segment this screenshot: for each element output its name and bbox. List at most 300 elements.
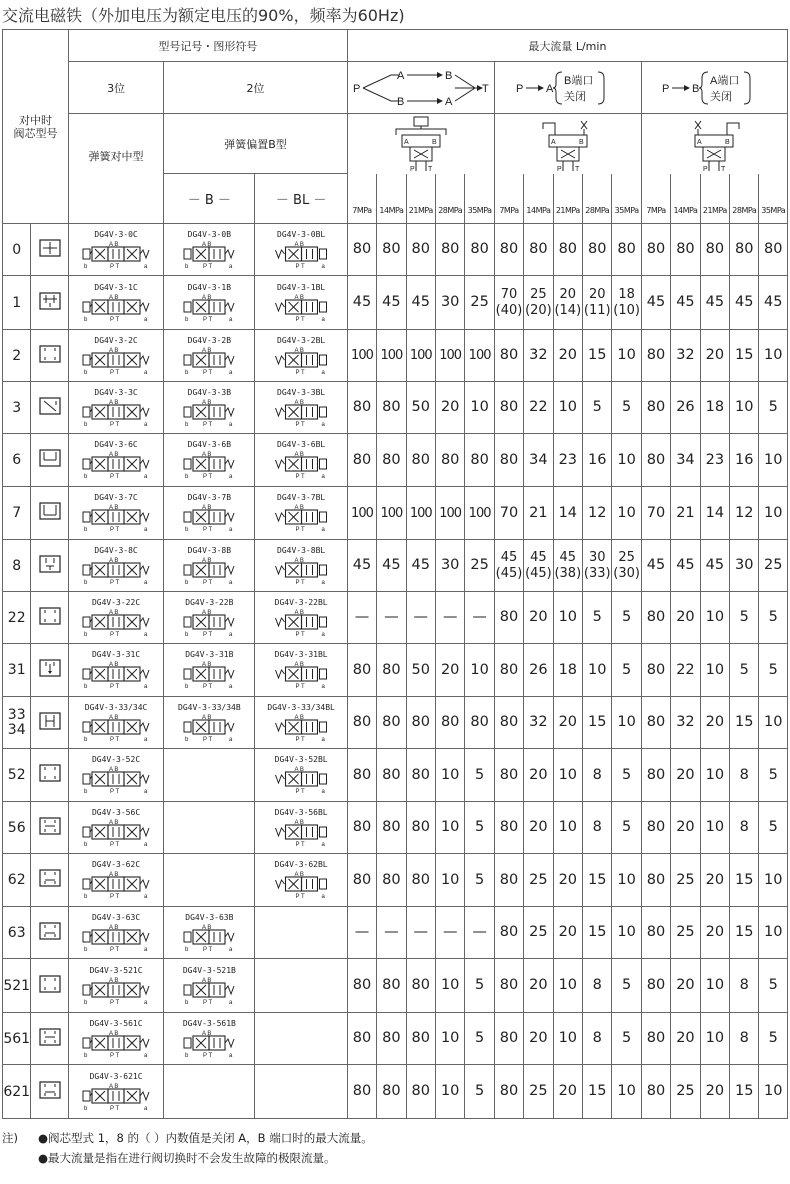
svg-text:P T: P T	[295, 263, 305, 270]
col-b-header: － B －	[164, 174, 255, 224]
model-bl-cell	[255, 276, 347, 330]
flow-value-text: 14	[558, 504, 578, 521]
flow-value-text: 20	[705, 924, 725, 940]
flow-value	[671, 854, 700, 907]
flow-value	[347, 382, 376, 434]
model-number: DG4V-3-7B	[187, 493, 232, 502]
spring-center-header: 弹簧对中型	[68, 114, 163, 224]
flow-value	[524, 592, 553, 644]
flow-value-text: 34	[529, 451, 548, 468]
svg-text:P T: P T	[110, 946, 120, 953]
flow-value	[377, 854, 406, 907]
flow-value-text: 80	[499, 1030, 519, 1046]
valve-symbol-icon	[69, 503, 163, 533]
flow-value-text: 10	[440, 1083, 460, 1099]
valve-symbol-icon	[255, 398, 346, 428]
model-b-cell	[164, 276, 255, 330]
svg-text:A B: A B	[202, 662, 212, 668]
flow-value-text: 30	[735, 557, 754, 573]
flow-value-text: 80	[676, 241, 695, 257]
model-number: DG4V-3-6B	[187, 440, 232, 449]
spool-number	[3, 697, 31, 749]
svg-text:b: b	[84, 527, 88, 533]
flow-value-text: 25	[676, 871, 695, 888]
svg-text:A: A	[444, 95, 453, 108]
model-number: DG4V-3-521B	[182, 965, 236, 975]
flow-value	[730, 854, 759, 907]
flow-value-text: 100	[409, 505, 432, 521]
model-b-cell	[164, 644, 255, 697]
flow-value	[553, 697, 582, 749]
flow-value-text: 25	[470, 294, 489, 310]
valve-symbol-icon	[164, 293, 254, 323]
flow-value	[524, 802, 553, 854]
model-c-cell	[68, 907, 163, 959]
flow-value-text: 10	[735, 399, 754, 415]
flow-value-text: 80	[499, 451, 519, 468]
model-number: DG4V-3-0B	[187, 229, 232, 239]
model-number: DG4V-3-33/34B	[178, 702, 241, 712]
flow-value-text: —	[384, 609, 399, 625]
table-row	[3, 592, 788, 644]
svg-text:P T: P T	[110, 894, 120, 900]
model-b-cell	[164, 540, 255, 592]
flow-value	[494, 330, 523, 382]
svg-text:a: a	[144, 684, 148, 690]
model-number: DG4V-3-0C	[94, 229, 138, 239]
svg-text:P T: P T	[110, 684, 120, 690]
svg-text:P T: P T	[295, 789, 305, 795]
svg-text:P: P	[556, 165, 562, 173]
model-number: DG4V-3-52C	[91, 755, 141, 764]
svg-text:a: a	[144, 1105, 148, 1112]
flow-value	[612, 540, 641, 592]
flow-value	[641, 434, 670, 487]
flow-value	[583, 959, 612, 1013]
valve-symbol-icon	[164, 923, 254, 953]
flow-value	[406, 959, 435, 1013]
flow-value-text: 80	[646, 977, 666, 993]
flow-value-text: 20 (11)	[583, 286, 611, 318]
flow-value-text: 100	[409, 348, 432, 363]
flow-value-text: 10	[705, 819, 725, 835]
svg-text:a: a	[229, 579, 233, 586]
flow-value-text: 80	[646, 714, 666, 730]
flow-value-text: 5	[622, 766, 632, 783]
flow-value-text: —	[413, 924, 429, 940]
flow-value-text: 10	[764, 871, 783, 888]
flow-value-text: 8	[592, 766, 602, 783]
flow-value	[377, 382, 406, 434]
flow-value	[465, 1065, 494, 1119]
flow-value-text: 100	[439, 505, 462, 521]
svg-text:A B: A B	[109, 294, 119, 301]
valve-symbol-icon	[164, 660, 254, 690]
svg-text:B: B	[396, 95, 405, 108]
flow-value-text: 5	[768, 766, 778, 783]
flow-value	[347, 1013, 376, 1065]
flow-value	[553, 854, 582, 907]
valve-symbol-icon	[69, 713, 163, 743]
flow-value	[671, 697, 700, 749]
svg-text:b: b	[185, 263, 189, 270]
svg-text:P T: P T	[203, 631, 213, 638]
flow-value-text: 80	[558, 241, 578, 257]
spool-number-text: 62	[7, 872, 26, 888]
model-b-cell	[164, 434, 255, 487]
svg-text:B: B	[578, 138, 584, 146]
svg-text:B: B	[692, 82, 700, 95]
valve-symbol-icon	[255, 608, 346, 638]
flow-value	[524, 749, 553, 802]
flow-value	[671, 907, 700, 959]
circuit-symbol-1	[347, 114, 494, 174]
flow-value	[347, 276, 376, 330]
flow-value-text: 15	[587, 714, 607, 730]
svg-text:A B: A B	[294, 347, 304, 354]
model-number: DG4V-3-561C	[89, 1018, 143, 1028]
svg-text:a: a	[229, 736, 233, 743]
model-number: DG4V-3-561B	[182, 1018, 236, 1028]
flow-value-text: 5	[768, 1030, 778, 1046]
flow-value-text: 20	[705, 871, 725, 888]
flow-value-text: 25	[764, 557, 783, 573]
flow-value-text: 45	[382, 557, 401, 573]
flow-value	[612, 434, 641, 487]
flow-value	[583, 224, 612, 276]
flow-value-text: 80	[440, 451, 460, 468]
model-bl-cell	[255, 959, 347, 1013]
flow-value-text: 80	[646, 819, 666, 835]
table-row	[3, 644, 788, 697]
pressure-col-0: 7MPa	[347, 174, 376, 224]
flow-value	[671, 330, 700, 382]
svg-text:P T: P T	[203, 579, 213, 586]
spool-symbol-icon	[31, 749, 69, 802]
flow-value	[494, 487, 523, 540]
valve-symbol-icon	[69, 346, 163, 376]
flow-value-text: 80	[646, 1083, 666, 1099]
flow-value	[641, 959, 670, 1013]
flow-value-text: 80	[352, 766, 372, 783]
svg-text:a: a	[144, 999, 148, 1006]
flow-value	[553, 540, 582, 592]
flow-value	[583, 644, 612, 697]
svg-text:A B: A B	[294, 819, 304, 826]
model-number: DG4V-3-521C	[89, 965, 143, 975]
flow-value-text: 45	[676, 557, 695, 573]
spool-number	[3, 382, 31, 434]
flow-value-text: 15	[587, 1083, 607, 1099]
flow-value	[671, 592, 700, 644]
flow-value-text: 80	[646, 661, 666, 678]
spool-symbol-icon	[31, 487, 69, 540]
flow-value-text: 20	[558, 347, 578, 363]
flow-value	[700, 276, 729, 330]
flow-value	[583, 802, 612, 854]
svg-text:T: T	[481, 82, 489, 95]
flow-value	[671, 487, 700, 540]
svg-text:P T: P T	[110, 1052, 120, 1059]
flow-value-text: 23	[558, 451, 578, 468]
svg-text:A B: A B	[109, 609, 119, 616]
model-number: DG4V-3-7C	[94, 493, 138, 502]
svg-text:P T: P T	[203, 999, 213, 1006]
model-number: DG4V-3-7BL	[277, 493, 326, 502]
flow-value	[730, 224, 759, 276]
flow-value-text: 12	[735, 504, 754, 521]
svg-text:P T: P T	[295, 736, 305, 743]
flow-value	[583, 330, 612, 382]
flow-value-text: 25	[470, 557, 489, 573]
flow-value-text: 45	[735, 294, 754, 310]
flow-value	[641, 854, 670, 907]
svg-text:b: b	[185, 1052, 189, 1059]
model-number: DG4V-3-52BL	[274, 755, 328, 764]
svg-text:A: A	[403, 138, 409, 146]
svg-text:P T: P T	[110, 369, 120, 376]
svg-text:b: b	[185, 369, 189, 376]
flow-value	[612, 276, 641, 330]
table-row	[3, 802, 788, 854]
flow-value-text: 80	[382, 451, 401, 468]
flow-value	[377, 1013, 406, 1065]
spool-symbol-icon	[31, 802, 69, 854]
flow-value-text: 12	[587, 504, 607, 521]
flow-value-text: 5	[768, 661, 778, 678]
svg-text:P T: P T	[110, 421, 120, 428]
flow-value	[377, 907, 406, 959]
table-row	[3, 697, 788, 749]
table-row	[3, 434, 788, 487]
spool-symbol-icon	[31, 644, 69, 697]
model-b-cell	[164, 854, 255, 907]
flow-value-text: 5	[768, 819, 778, 835]
flow-value	[494, 854, 523, 907]
flow-value	[465, 382, 494, 434]
flow-value-text: 70	[499, 504, 519, 521]
svg-text:b: b	[84, 894, 88, 900]
flow-value-text: 80	[646, 766, 666, 783]
spool-number-text: 521	[3, 977, 31, 994]
flow-value-text: 10	[617, 714, 636, 730]
valve-symbol-icon	[69, 870, 163, 900]
svg-text:A B: A B	[294, 609, 304, 616]
svg-text:b: b	[84, 631, 88, 638]
svg-text:b: b	[84, 579, 88, 586]
flow-value-text: 16	[735, 451, 754, 468]
svg-text:b: b	[185, 579, 189, 586]
flow-value	[406, 1065, 435, 1119]
table-row	[3, 330, 788, 382]
flow-value	[377, 749, 406, 802]
flow-value-text: 10	[558, 766, 578, 783]
valve-symbol-icon	[255, 240, 346, 270]
svg-text:P T: P T	[110, 1105, 120, 1112]
spool-symbol-icon	[31, 224, 69, 276]
flow-value-text: 25 (30)	[613, 549, 640, 581]
flow-value	[377, 540, 406, 592]
spool-number-text: 63	[7, 924, 26, 941]
flow-value-text: 30 (33)	[583, 549, 611, 581]
flow-value	[759, 487, 788, 540]
flow-value	[730, 802, 759, 854]
flow-value	[435, 1065, 464, 1119]
svg-text:P T: P T	[203, 946, 213, 953]
flow-value-text: 15	[735, 871, 754, 888]
svg-text:A B: A B	[202, 452, 212, 458]
flow-value-text: 80	[382, 977, 401, 993]
flow-value	[377, 802, 406, 854]
flow-value	[494, 592, 523, 644]
flow-value	[524, 1013, 553, 1065]
svg-text:P T: P T	[295, 684, 305, 690]
svg-text:a: a	[321, 736, 325, 743]
flow-value	[671, 1013, 700, 1065]
flow-value	[700, 224, 729, 276]
flow-value-text: 10	[470, 661, 489, 678]
flow-value-text: 80	[440, 241, 460, 257]
flow-value-text: 20	[705, 347, 725, 363]
spool-symbol-icon	[31, 959, 69, 1013]
flow-value	[553, 224, 582, 276]
flow-value-text: 80	[499, 1083, 519, 1099]
flow-value-text: 80	[499, 714, 519, 730]
flow-value	[524, 434, 553, 487]
flow-value-text: 80	[646, 399, 666, 415]
flow-value-text: 10	[470, 399, 489, 415]
spool-number	[3, 959, 31, 1013]
flow-value-text: 5	[622, 399, 632, 415]
flow-value-text: 8	[592, 977, 602, 993]
svg-text:b: b	[84, 946, 88, 953]
flow-value	[377, 330, 406, 382]
svg-text:b: b	[185, 527, 189, 533]
flow-value-text: 100	[380, 505, 403, 521]
model-bl-cell	[255, 1065, 347, 1119]
flow-value-text: 80	[470, 714, 489, 730]
model-c-cell	[68, 697, 163, 749]
flow-value	[612, 749, 641, 802]
flow-value-text: 26	[529, 661, 548, 678]
model-b-cell	[164, 1065, 255, 1119]
flow-value-text: 30	[440, 294, 460, 310]
flow-value-text: 10	[440, 819, 460, 835]
svg-text:P T: P T	[295, 894, 305, 900]
flow-value-text: 5	[474, 871, 485, 888]
flow-value	[700, 749, 729, 802]
flow-value	[347, 330, 376, 382]
flow-value-text: 5	[622, 609, 632, 625]
flow-value	[759, 1065, 788, 1119]
flow-value-text: 45	[705, 557, 725, 573]
flow-value	[671, 224, 700, 276]
flow-value	[524, 907, 553, 959]
flow-value	[583, 382, 612, 434]
svg-text:A B: A B	[294, 241, 304, 248]
flow-value-text: 10	[617, 347, 636, 363]
flow-value	[435, 959, 464, 1013]
flow-value	[494, 276, 523, 330]
svg-text:a: a	[321, 474, 325, 480]
spool-number	[3, 749, 31, 802]
table-row	[3, 854, 788, 907]
svg-text:a: a	[229, 946, 233, 953]
flow-value	[641, 907, 670, 959]
flow-value-text: 23	[705, 451, 725, 468]
model-b-cell	[164, 1013, 255, 1065]
svg-text:A: A	[396, 69, 405, 82]
svg-text:A B: A B	[109, 819, 119, 826]
svg-text:B: B	[444, 69, 453, 82]
flow-value-text: 5	[768, 399, 778, 415]
flow-value	[612, 1065, 641, 1119]
model-number: DG4V-3-1BL	[277, 282, 326, 292]
model-number: DG4V-3-22BL	[274, 597, 328, 607]
flow-value-text: 10	[617, 451, 636, 468]
flow-value-text: 20	[529, 977, 548, 993]
flow-value	[377, 697, 406, 749]
flow-value	[524, 1065, 553, 1119]
flow-value	[759, 330, 788, 382]
flow-value-text: 80	[646, 924, 666, 940]
table-row	[3, 487, 788, 540]
flow-value	[494, 540, 523, 592]
model-c-cell	[68, 1013, 163, 1065]
flow-value-text: 10	[705, 977, 725, 993]
svg-text:P T: P T	[110, 789, 120, 795]
flow-value-text: 10	[558, 399, 578, 415]
flow-value	[700, 382, 729, 434]
flow-value	[435, 330, 464, 382]
flow-value	[524, 959, 553, 1013]
flow-value-text: 25	[529, 871, 548, 888]
model-number: DG4V-3-31C	[91, 650, 141, 659]
flow-value	[347, 592, 376, 644]
pressure-col-10: 7MPa	[641, 174, 670, 224]
flow-value-text: 45	[352, 294, 372, 310]
flow-value	[730, 330, 759, 382]
svg-text:P T: P T	[203, 369, 213, 376]
flow-value	[435, 540, 464, 592]
flow-value-text: —	[384, 924, 399, 940]
flow-value-text: 10	[558, 609, 578, 625]
flow-value-text: 21	[529, 504, 548, 521]
flow-value	[377, 644, 406, 697]
valve-symbol-icon	[255, 346, 346, 376]
svg-text:P T: P T	[110, 527, 120, 533]
flow-value-text: 80	[382, 399, 401, 415]
flow-value	[612, 854, 641, 907]
flow-value	[759, 907, 788, 959]
flow-value	[347, 644, 376, 697]
model-number: DG4V-3-6BL	[277, 440, 326, 449]
flow-value-text: 80	[470, 451, 489, 468]
flow-value-text: 80	[735, 241, 754, 257]
svg-text:A B: A B	[109, 662, 119, 668]
valve-symbol-icon	[255, 503, 346, 533]
flow-value-text: 25	[529, 1083, 548, 1099]
flow-value	[494, 749, 523, 802]
svg-text:P T: P T	[110, 841, 120, 848]
flow-value	[641, 749, 670, 802]
valve-symbol-icon	[69, 1029, 163, 1059]
valve-symbol-icon	[255, 870, 346, 900]
flow-value-text: 5	[592, 399, 602, 415]
svg-text:P: P	[662, 82, 670, 95]
spool-number-text: 7	[12, 505, 22, 521]
flow-value-text: 20	[440, 399, 460, 415]
